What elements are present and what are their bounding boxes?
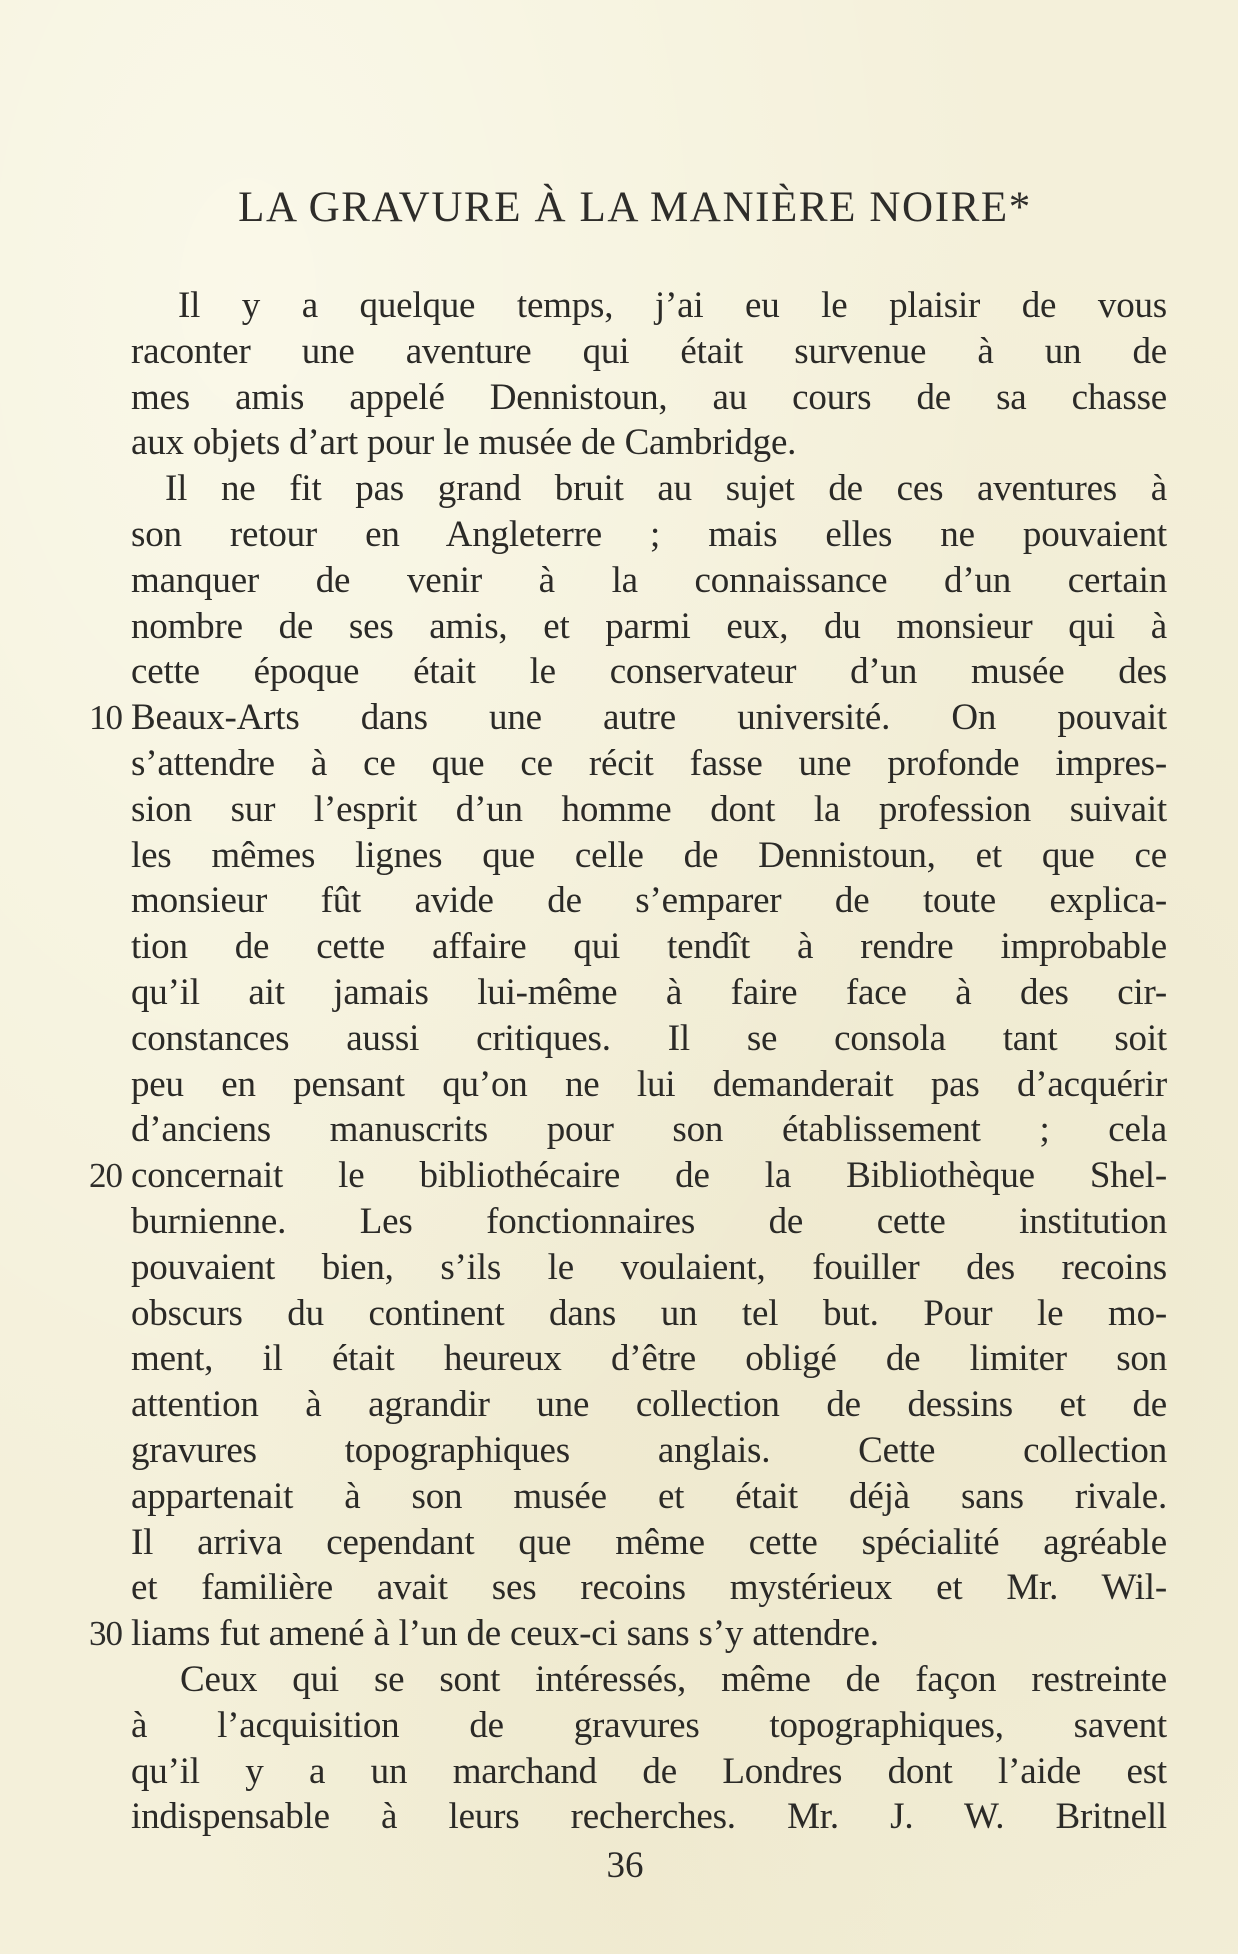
line-text: tion de cette affaire qui tendît à rendre improbable [131, 926, 1167, 968]
line-text: à l’acquisition de gravures topographiques, savent [131, 1704, 1167, 1746]
chapter-title: LA GRAVURE À LA MANIÈRE NOIRE* [238, 184, 1032, 231]
line-text: Beaux-Arts dans une autre université. On pouvait [131, 697, 1167, 739]
text-line [131, 1199, 1167, 1245]
line-number: 30 [89, 1614, 122, 1654]
line-text: Ceux qui se sont intéressés, même de façon restreinte [180, 1658, 1167, 1700]
line-text: concernait le bibliothécaire de la Bibliothèque Shel- [131, 1155, 1167, 1197]
line-text: monsieur fût avide de s’emparer de toute explica- [131, 880, 1167, 922]
line-text: constances aussi critiques. Il se consola tant soit [131, 1017, 1167, 1059]
line-number: 20 [89, 1156, 122, 1196]
line-text: Il y a quelque temps, j’ai eu le plaisir de vous [178, 285, 1167, 326]
text-line [131, 1336, 1167, 1382]
page-number: 36 [606, 1845, 644, 1886]
text-line [131, 1565, 1167, 1611]
text-line [131, 649, 1167, 695]
line-number: 10 [89, 698, 122, 738]
text-line [131, 878, 1167, 924]
line-text: raconter une aventure qui était survenue à un de [131, 330, 1167, 372]
text-line [131, 1657, 1167, 1703]
line-text: nombre de ses amis, et parmi eux, du monsieur qui à [131, 605, 1167, 647]
text-line [131, 466, 1167, 512]
line-text: obscurs du continent dans un tel but. Pour le mo- [131, 1292, 1167, 1334]
line-text: Il arriva cependant que même cette spécialité agréable [131, 1521, 1167, 1563]
text-line [131, 924, 1167, 970]
text-line [131, 1703, 1167, 1749]
line-text: qu’il y a un marchand de Londres dont l’aide est [131, 1750, 1167, 1792]
text-line [131, 283, 1167, 329]
line-text: Il ne fit pas grand bruit au sujet de ces aventures à [165, 468, 1167, 510]
text-line [131, 1062, 1167, 1108]
text-line [131, 512, 1167, 558]
line-text: attention à agrandir une collection de dessins et de [131, 1384, 1167, 1426]
text-line [89, 1153, 1167, 1199]
text-line [131, 1794, 1167, 1840]
line-text: appartenait à son musée et était déjà sans rivale. [131, 1475, 1167, 1517]
line-text: ment, il était heureux d’être obligé de limiter son [131, 1338, 1167, 1380]
line-text: d’anciens manuscrits pour son établissement ; cela [131, 1109, 1167, 1151]
text-line [131, 741, 1167, 787]
line-text: manquer de venir à la connaissance d’un certain [131, 559, 1167, 601]
line-text: s’attendre à ce que ce récit fasse une profonde impres- [131, 742, 1167, 784]
line-text: cette époque était le conservateur d’un musée des [131, 651, 1167, 693]
line-text: et familière avait ses recoins mystérieux et Mr. Wil- [131, 1567, 1167, 1609]
text-line [131, 329, 1167, 375]
text-line [131, 1245, 1167, 1291]
line-text: liams fut amené à l’un de ceux-ci sans s’y attendre. [131, 1613, 879, 1655]
line-text: gravures topographiques anglais. Cette collection [131, 1429, 1167, 1471]
text-line [131, 1107, 1167, 1153]
line-text: peu en pensant qu’on ne lui demanderait pas d’acquérir [131, 1063, 1167, 1105]
text-line [131, 1382, 1167, 1428]
text-line [131, 833, 1167, 879]
text-line [131, 1428, 1167, 1474]
text-line [131, 1474, 1167, 1520]
text-line [131, 420, 1167, 466]
line-text: aux objets d’art pour le musée de Cambridge. [131, 422, 797, 464]
text-line [131, 1016, 1167, 1062]
text-line [89, 1611, 1167, 1657]
text-line [131, 375, 1167, 421]
line-text: mes amis appelé Dennistoun, au cours de sa chasse [131, 376, 1167, 418]
line-text: sion sur l’esprit d’un homme dont la profession suivait [131, 788, 1167, 830]
line-text: indispensable à leurs recherches. Mr. J. W. Britnell [131, 1796, 1167, 1838]
line-text: pouvaient bien, s’ils le voulaient, fouiller des recoins [131, 1246, 1167, 1288]
text-line [131, 787, 1167, 833]
line-text: burnienne. Les fonctionnaires de cette institution [131, 1200, 1167, 1242]
text-line [131, 970, 1167, 1016]
line-text: les mêmes lignes que celle de Dennistoun, et que ce [131, 834, 1167, 876]
line-text: qu’il ait jamais lui-même à faire face à des cir- [131, 971, 1167, 1013]
line-text: son retour en Angleterre ; mais elles ne pouvaient [131, 513, 1167, 555]
text-line [131, 1520, 1167, 1566]
text-line [89, 695, 1167, 741]
body-text [89, 283, 1167, 1840]
text-line [131, 1749, 1167, 1795]
text-line [131, 558, 1167, 604]
text-line [131, 604, 1167, 650]
text-line [131, 1291, 1167, 1337]
